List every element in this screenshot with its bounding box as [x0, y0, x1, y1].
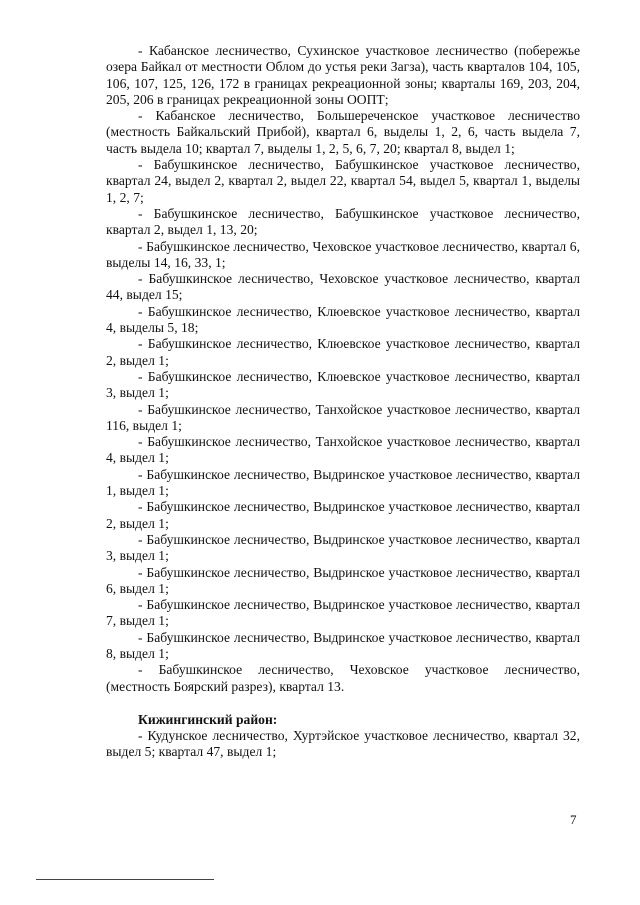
footnote-divider	[36, 879, 214, 880]
list-item: - Бабушкинское лесничество, Чеховское участковое лесничество, квартал 44, выдел 15;	[106, 271, 580, 303]
list-item: - Кабанское лесничество, Сухинское участковое лесничество (побережье озера Байкал от местности Облом до устья реки Загза), часть кварталов 104, 105, 106, 107, 125, 126, 172 в границах рекреационной зоны; кварталы 169, 203, 204, 205, 206 в границах рекреационной зоны ООПТ;	[106, 43, 580, 107]
list-item: - Бабушкинское лесничество, Выдринское участковое лесничество, квартал 7, выдел 1;	[106, 597, 580, 629]
list-item: - Бабушкинское лесничество, Клюевское участковое лесничество, квартал 2, выдел 1;	[106, 336, 580, 368]
section-spacer	[106, 695, 580, 712]
list-item: - Бабушкинское лесничество, Чеховское участковое лесничество, (местность Боярский разрез), квартал 13.	[106, 662, 580, 694]
list-item: - Бабушкинское лесничество, Клюевское участковое лесничество, квартал 3, выдел 1;	[106, 368, 580, 401]
list-item: - Бабушкинское лесничество, Клюевское участковое лесничество, квартал 4, выделы 5, 18;	[106, 303, 580, 336]
list-item: - Бабушкинское лесничество, Выдринское участковое лесничество, квартал 1, выдел 1;	[106, 466, 580, 499]
list-item: - Бабушкинское лесничество, Выдринское участковое лесничество, квартал 3, выдел 1;	[106, 531, 580, 564]
section-heading: Кижингинский район:	[138, 711, 278, 727]
list-item: - Бабушкинское лесничество, Бабушкинское участковое лесничество, квартал 24, выдел 2, квартал 2, выдел 22, квартал 54, выдел 5, квартал 1, выделы 1, 2, 7;	[106, 157, 580, 205]
list-item: - Кабанское лесничество, Большереченское участковое лесничество (местность Байкальский Прибой), квартал 6, выделы 1, 2, 6, часть выдела 7, часть выдела 10; квартал 7, выделы 1, 2, 5, 6, 7, 20; квартал 8, выдел 1;	[106, 108, 580, 156]
document-body	[106, 43, 580, 761]
list-item: - Бабушкинское лесничество, Выдринское участковое лесничество, квартал 2, выдел 1;	[106, 499, 580, 531]
list-item: - Бабушкинское лесничество, Танхойское участковое лесничество, квартал 4, выдел 1;	[106, 434, 580, 466]
list-item: - Кудунское лесничество, Хуртэйское участковое лесничество, квартал 32, выдел 5; квартал 47, выдел 1;	[106, 728, 580, 760]
list-item: - Бабушкинское лесничество, Танхойское участковое лесничество, квартал 116, выдел 1;	[106, 401, 580, 433]
list-item: - Бабушкинское лесничество, Чеховское участковое лесничество, квартал 6, выделы 14, 16, 33, 1;	[106, 238, 580, 270]
list-item: - Бабушкинское лесничество, Выдринское участковое лесничество, квартал 6, выдел 1;	[106, 564, 580, 596]
page-number: 7	[570, 812, 577, 827]
item-list-2	[106, 728, 580, 761]
list-item: - Бабушкинское лесничество, Выдринское участковое лесничество, квартал 8, выдел 1;	[106, 629, 580, 661]
item-list-1	[106, 43, 580, 695]
list-item: - Бабушкинское лесничество, Бабушкинское участковое лесничество, квартал 2, выдел 1, 13, 20;	[106, 205, 580, 238]
